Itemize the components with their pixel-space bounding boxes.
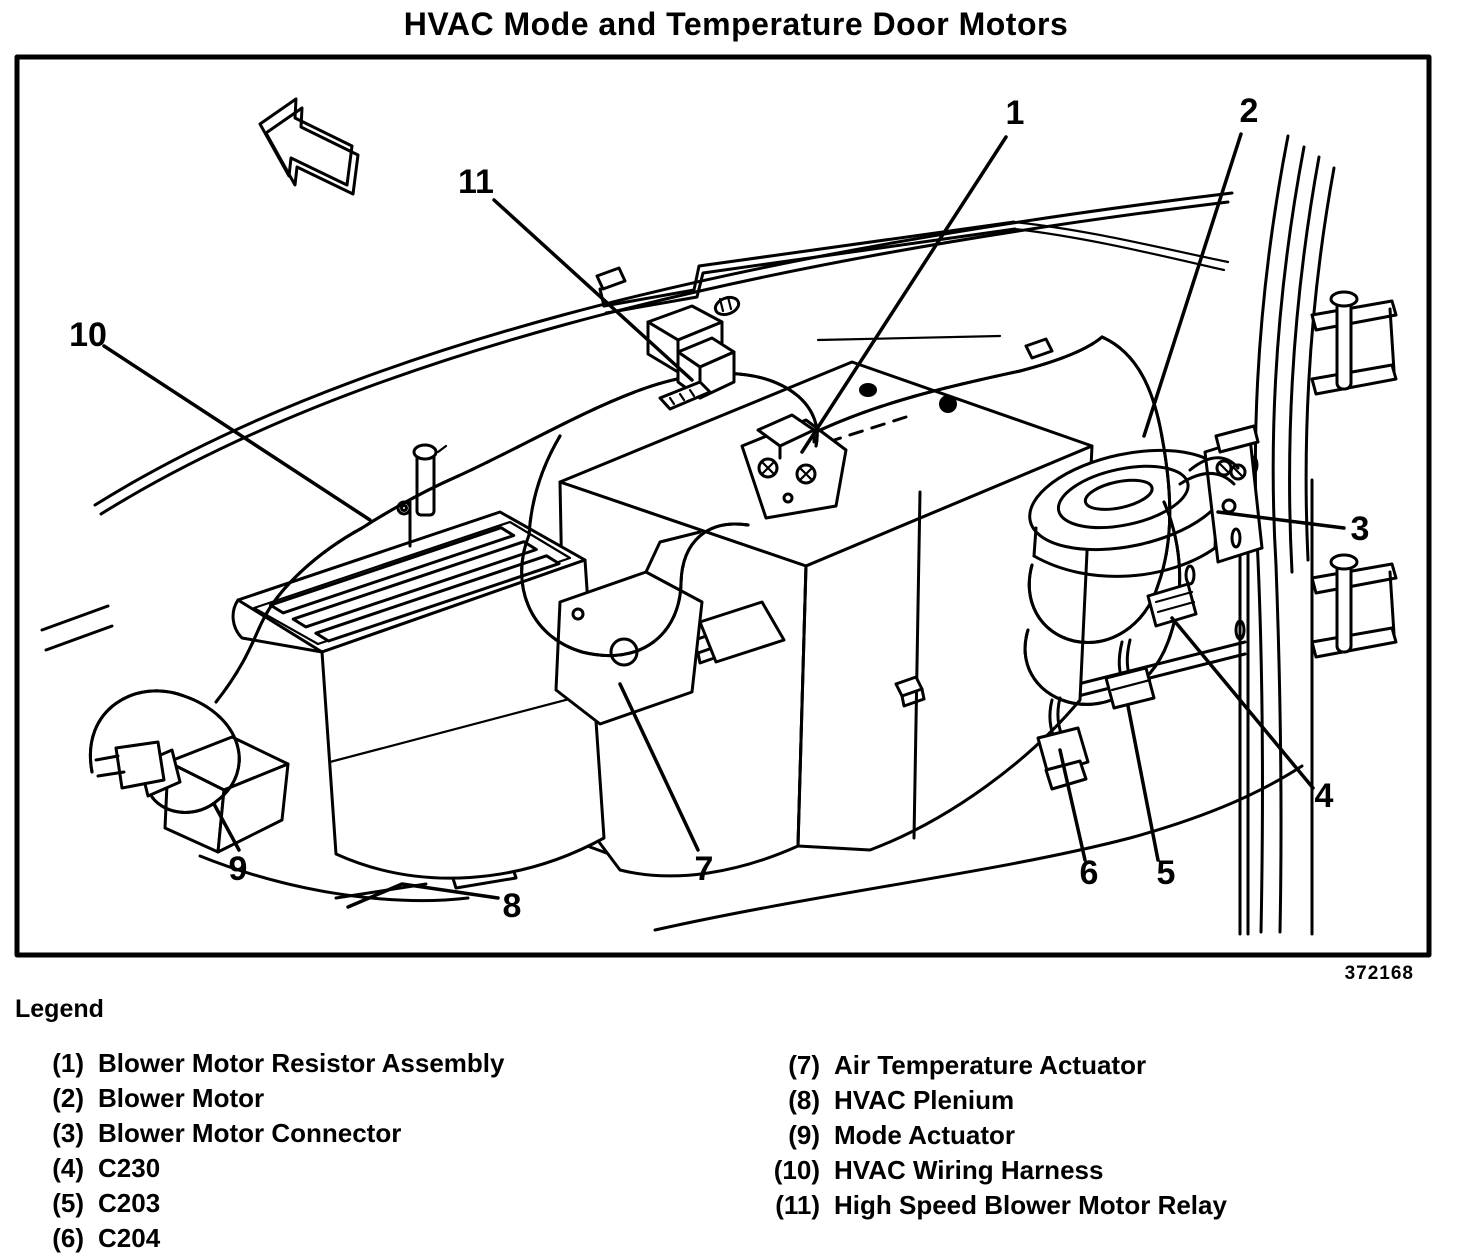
callout-1: 1 bbox=[1005, 94, 1025, 132]
legend-item-label: C203 bbox=[98, 1188, 161, 1218]
callout-7: 7 bbox=[694, 850, 714, 888]
door-hinges bbox=[1312, 292, 1396, 657]
legend-column-1 bbox=[20, 1046, 504, 1256]
legend-item-label: HVAC Wiring Harness bbox=[834, 1155, 1104, 1185]
legend-item-label: C230 bbox=[98, 1153, 161, 1183]
legend-heading: Legend bbox=[15, 995, 104, 1023]
legend-item-number: (11) bbox=[775, 1190, 820, 1220]
callout-2-leader bbox=[1144, 134, 1241, 436]
legend-item-number: (2) bbox=[52, 1083, 84, 1113]
legend-item bbox=[20, 1186, 504, 1221]
door-hinge-upper bbox=[1312, 292, 1396, 394]
direction-arrow-icon bbox=[260, 99, 358, 194]
legend-item-number: (6) bbox=[52, 1223, 84, 1253]
callout-8: 8 bbox=[502, 887, 522, 925]
callout-3: 3 bbox=[1350, 510, 1370, 548]
mounting-post bbox=[398, 445, 446, 546]
high-speed-blower-relay bbox=[648, 306, 734, 409]
legend-item bbox=[20, 1046, 504, 1081]
page-title: HVAC Mode and Temperature Door Motors bbox=[403, 6, 1069, 42]
legend-item-label: Blower Motor Connector bbox=[98, 1118, 402, 1148]
legend-item-label: Blower Motor Resistor Assembly bbox=[98, 1048, 505, 1078]
figure-number: 372168 bbox=[1344, 963, 1414, 984]
legend-item-number: (5) bbox=[52, 1188, 84, 1218]
legend-item-label: Air Temperature Actuator bbox=[834, 1050, 1147, 1080]
callout-10-leader bbox=[104, 346, 370, 520]
legend-item-number: (1) bbox=[52, 1048, 84, 1078]
legend-column-2 bbox=[756, 1048, 1227, 1223]
legend-item bbox=[756, 1188, 1227, 1223]
legend-item bbox=[756, 1048, 1227, 1083]
legend-item bbox=[20, 1081, 504, 1116]
legend-item-number: (10) bbox=[773, 1155, 820, 1185]
legend-item-number: (7) bbox=[788, 1050, 820, 1080]
legend-item-label: C204 bbox=[98, 1223, 161, 1253]
legend-item bbox=[20, 1221, 504, 1256]
legend-item-number: (4) bbox=[52, 1153, 84, 1183]
legend-item bbox=[756, 1083, 1227, 1118]
callout-8-leader bbox=[348, 884, 498, 907]
callout-4: 4 bbox=[1314, 777, 1334, 815]
callout-5: 5 bbox=[1156, 854, 1176, 892]
legend-item-number: (3) bbox=[52, 1118, 84, 1148]
callout-11: 11 bbox=[458, 163, 494, 201]
air-inlet-grille bbox=[200, 512, 604, 901]
legend-item-label: Mode Actuator bbox=[834, 1120, 1016, 1150]
callout-10: 10 bbox=[69, 316, 107, 354]
legend-item-number: (8) bbox=[788, 1085, 820, 1115]
legend-item bbox=[756, 1153, 1227, 1188]
legend-item-label: HVAC Plenium bbox=[834, 1085, 1015, 1115]
legend-item bbox=[756, 1118, 1227, 1153]
callout-6: 6 bbox=[1079, 854, 1099, 892]
legend-item-label: High Speed Blower Motor Relay bbox=[834, 1190, 1227, 1220]
mode-actuator bbox=[96, 737, 288, 852]
legend-item bbox=[20, 1151, 504, 1186]
callout-2: 2 bbox=[1239, 92, 1259, 130]
callout-9: 9 bbox=[228, 850, 248, 888]
door-hinge-lower bbox=[1312, 555, 1396, 657]
legend-item-label: Blower Motor bbox=[98, 1083, 265, 1113]
legend-item bbox=[20, 1116, 504, 1151]
legend-item-number: (9) bbox=[788, 1120, 820, 1150]
